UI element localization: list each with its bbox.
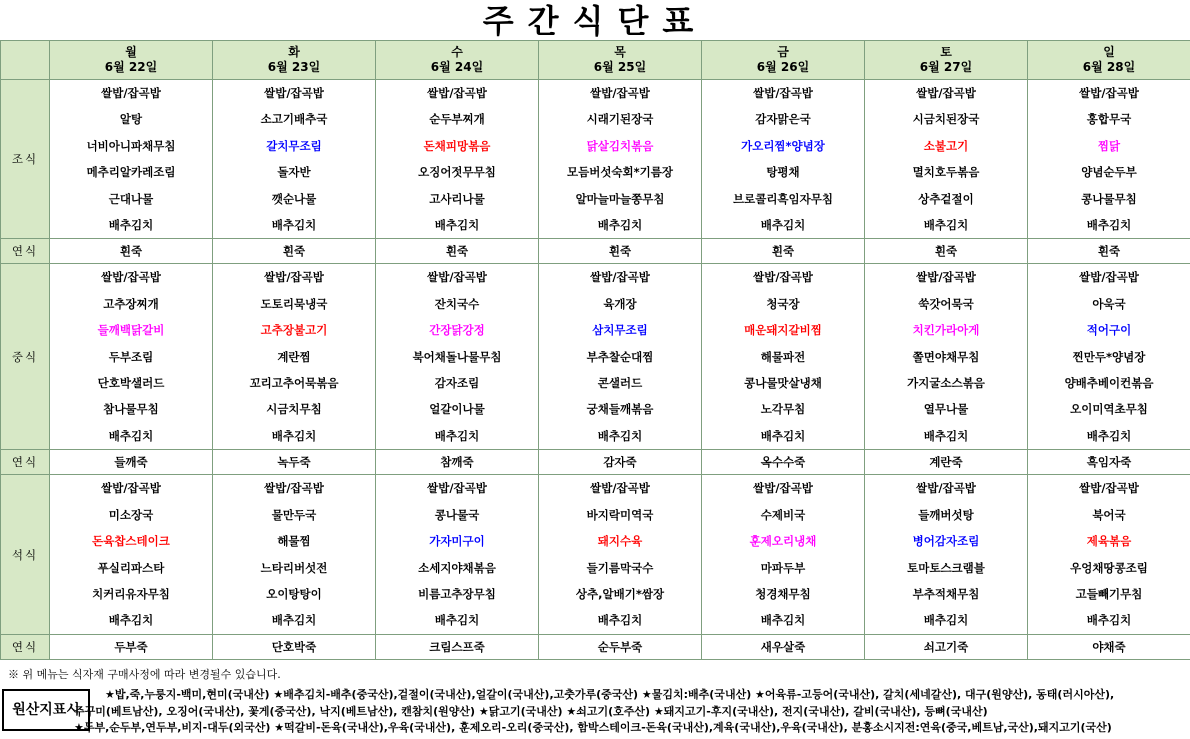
lunch-cell — [213, 264, 376, 450]
menu-item: 쌀밥/잡곡밥 — [264, 270, 324, 285]
menu-item: 북어국 — [1092, 507, 1126, 522]
menu-item: 감자맑은국 — [755, 112, 811, 127]
menu-item: 알탕 — [119, 112, 143, 127]
menu-item: 양배추베이컨볶음 — [1064, 375, 1154, 390]
corner-cell — [1, 41, 50, 80]
day-header: 일 6월 28일 — [1028, 41, 1190, 80]
menu-item: 브로콜리흑임자무침 — [733, 191, 833, 206]
menu-item: 상추,알배기*쌈장 — [575, 586, 665, 601]
menu-item: 갈치무조림 — [266, 138, 322, 153]
lunch-cell — [702, 264, 865, 450]
page-title: 주간식단표 — [482, 2, 708, 40]
menu-item: 쌀밥/잡곡밥 — [590, 270, 650, 285]
menu-item: 오이탕탕이 — [266, 586, 322, 601]
snack2-cell: 계란죽 — [865, 450, 1028, 475]
menu-item: 치커리유자무침 — [92, 586, 170, 601]
menu-item: 쌀밥/잡곡밥 — [264, 86, 324, 100]
snack3-cell: 순두부죽 — [539, 634, 702, 659]
menu-item: 노각무침 — [760, 402, 806, 417]
origin-line-1: ★밥,죽,누룽지-백미,현미(국내산) ★배추김치-배추(중국산),겉절이(국내산),얼갈이(국내산),고춧가루(중국산) ★물김치:배추(국내산) ★어육류-고등어(국내산), 갈치(세네갈산), 대구(원양산), 동태(러시아산), — [105, 688, 1115, 701]
menu-item: 매운돼지갈비찜 — [744, 323, 822, 338]
menu-item: 소고기배추국 — [260, 112, 328, 127]
menu-item: 배추김치 — [271, 613, 317, 628]
snack1-row — [1, 239, 1190, 264]
menu-item: 너비아니파채무침 — [86, 138, 176, 153]
menu-item: 가자미구이 — [429, 534, 485, 549]
dinner-cell — [1028, 475, 1190, 634]
menu-item: 오징어젓무무침 — [418, 165, 496, 180]
menu-item: 들깨백닭갈비 — [97, 323, 165, 338]
menu-item: 아욱국 — [1092, 296, 1126, 311]
menu-item: 궁채들깨볶음 — [586, 402, 654, 417]
menu-item: 해물파전 — [760, 349, 806, 364]
dinner-cell — [702, 475, 865, 634]
notice-text: ※ 위 메뉴는 식자재 구매사정에 따라 변경될수 있습니다. — [8, 668, 281, 681]
menu-item: 얼갈이나물 — [429, 402, 485, 417]
menu-item: 제육볶음 — [1086, 534, 1132, 549]
menu-item: 고추장찌개 — [103, 296, 159, 311]
meal-label-snack3: 연식 — [1, 634, 50, 659]
menu-item: 우엉채땅콩조림 — [1070, 560, 1148, 575]
menu-item: 배추김치 — [1086, 217, 1132, 232]
menu-item: 쌀밥/잡곡밥 — [1079, 270, 1139, 285]
lunch-row — [1, 264, 1190, 450]
lunch-cell — [50, 264, 213, 450]
day-header: 금 6월 26일 — [702, 41, 865, 80]
menu-item: 쌀밥/잡곡밥 — [101, 86, 161, 100]
menu-item: 배추김치 — [923, 613, 969, 628]
menu-item: 토마토스크램블 — [907, 560, 985, 575]
menu-item: 가오리찜*양념장 — [741, 138, 825, 153]
snack1-cell: 흰죽 — [376, 239, 539, 264]
menu-item: 수제비국 — [760, 507, 806, 522]
meal-label-dinner: 석식 — [1, 475, 50, 634]
menu-item: 돈육찹스테이크 — [92, 534, 170, 549]
menu-item: 쌀밥/잡곡밥 — [916, 86, 976, 100]
menu-item: 쌀밥/잡곡밥 — [916, 270, 976, 285]
menu-item: 찐만두*양념장 — [1072, 349, 1146, 364]
menu-item: 홍합무국 — [1086, 112, 1132, 127]
snack1-cell: 흰죽 — [50, 239, 213, 264]
menu-item: 쌀밥/잡곡밥 — [753, 270, 813, 285]
snack2-cell: 들깨죽 — [50, 450, 213, 475]
day-header: 수 6월 24일 — [376, 41, 539, 80]
menu-item: 열무나물 — [923, 402, 969, 417]
menu-item: 쌀밥/잡곡밥 — [753, 481, 813, 496]
dinner-cell — [539, 475, 702, 634]
weekly-menu-table — [0, 40, 1190, 660]
menu-item: 콩나물국 — [434, 507, 480, 522]
menu-item: 두부조림 — [108, 349, 154, 364]
snack2-cell: 흑임자죽 — [1028, 450, 1190, 475]
menu-item: 배추김치 — [271, 217, 317, 232]
menu-item: 바지락미역국 — [586, 507, 654, 522]
menu-item: 배추김치 — [434, 613, 480, 628]
menu-item: 쑥갓어묵국 — [918, 296, 974, 311]
menu-item: 들기름막국수 — [586, 560, 654, 575]
dinner-row — [1, 475, 1190, 634]
menu-item: 콩나물무침 — [1081, 191, 1137, 206]
meal-label-lunch: 중식 — [1, 264, 50, 450]
menu-item: 쌀밥/잡곡밥 — [590, 481, 650, 496]
menu-item: 멸치호두볶음 — [912, 165, 980, 180]
menu-item: 배추김치 — [1086, 613, 1132, 628]
dinner-cell — [376, 475, 539, 634]
menu-item: 배추김치 — [597, 613, 643, 628]
menu-item: 배추김치 — [760, 217, 806, 232]
menu-item: 배추김치 — [597, 217, 643, 232]
breakfast-row — [1, 80, 1190, 239]
menu-item: 배추김치 — [108, 217, 154, 232]
menu-item: 시래기된장국 — [586, 112, 654, 127]
menu-item: 순두부찌개 — [429, 112, 485, 127]
menu-item: 쌀밥/잡곡밥 — [101, 270, 161, 285]
menu-item: 고추장불고기 — [260, 323, 328, 338]
menu-item: 닭살김치볶음 — [586, 138, 654, 153]
menu-item: 배추김치 — [923, 428, 969, 443]
day-header: 목 6월 25일 — [539, 41, 702, 80]
menu-item: 미소장국 — [108, 507, 154, 522]
menu-item: 소불고기 — [923, 138, 969, 153]
menu-item: 훈제오리냉채 — [749, 534, 817, 549]
menu-item: 꼬리고추어묵볶음 — [249, 375, 339, 390]
menu-item: 계란찜 — [277, 349, 311, 364]
menu-item: 부추찰순대찜 — [586, 349, 654, 364]
menu-item: 알마늘마늘쫑무침 — [575, 191, 665, 206]
snack2-cell: 감자죽 — [539, 450, 702, 475]
menu-item: 쌀밥/잡곡밥 — [101, 481, 161, 496]
menu-item: 배추김치 — [271, 428, 317, 443]
snack1-cell: 흰죽 — [865, 239, 1028, 264]
menu-item: 북어채돌나물무침 — [412, 349, 502, 364]
menu-item: 잔치국수 — [434, 296, 480, 311]
menu-item: 배추김치 — [434, 217, 480, 232]
dinner-cell — [50, 475, 213, 634]
menu-item: 단호박샐러드 — [97, 375, 165, 390]
menu-item: 느타리버섯전 — [260, 560, 328, 575]
menu-item: 도토리묵냉국 — [260, 296, 328, 311]
breakfast-cell — [539, 80, 702, 239]
meal-label-breakfast: 조식 — [1, 80, 50, 239]
snack3-cell: 크림스프죽 — [376, 634, 539, 659]
menu-item: 근대나물 — [108, 191, 154, 206]
snack3-cell: 두부죽 — [50, 634, 213, 659]
day-header: 월 6월 22일 — [50, 41, 213, 80]
menu-item: 배추김치 — [1086, 428, 1132, 443]
menu-item: 고들빼기무침 — [1075, 586, 1143, 601]
menu-item: 양념순두부 — [1081, 165, 1137, 180]
menu-item: 돌자반 — [277, 165, 311, 180]
day-header: 화 6월 23일 — [213, 41, 376, 80]
menu-item: 오이미역초무침 — [1070, 402, 1148, 417]
menu-item: 물만두국 — [271, 507, 317, 522]
meal-label-snack1: 연식 — [1, 239, 50, 264]
snack3-cell: 야채죽 — [1028, 634, 1190, 659]
menu-item: 쌀밥/잡곡밥 — [427, 86, 487, 100]
breakfast-cell — [376, 80, 539, 239]
menu-item: 콩나물맛살냉채 — [744, 375, 822, 390]
menu-item: 병어감자조림 — [912, 534, 980, 549]
dinner-cell — [865, 475, 1028, 634]
snack3-cell: 단호박죽 — [213, 634, 376, 659]
meal-label-snack2: 연식 — [1, 450, 50, 475]
dinner-cell — [213, 475, 376, 634]
menu-item: 깻순나물 — [271, 191, 317, 206]
menu-item: 감자조림 — [434, 375, 480, 390]
menu-item: 배추김치 — [108, 428, 154, 443]
menu-item: 부추적채무침 — [912, 586, 980, 601]
breakfast-cell — [1028, 80, 1190, 239]
snack2-row — [1, 450, 1190, 475]
lunch-cell — [1028, 264, 1190, 450]
breakfast-cell — [50, 80, 213, 239]
menu-item: 가지굴소스볶음 — [907, 375, 985, 390]
snack1-cell: 흰죽 — [1028, 239, 1190, 264]
snack3-cell: 쇠고기죽 — [865, 634, 1028, 659]
menu-item: 쌀밥/잡곡밥 — [427, 270, 487, 285]
origin-line-2: 주꾸미(베트남산), 오징어(국내산), 꽃게(중국산), 낙지(베트남산), 캔참치(원양산) ★닭고기(국내산) ★쇠고기(호주산) ★돼지고기-후지(국내산), 전지(국내산), 갈비(국내산), 등뼈(국내산) — [74, 705, 988, 718]
lunch-cell — [376, 264, 539, 450]
menu-item: 콘샐러드 — [597, 375, 643, 390]
menu-item: 배추김치 — [108, 613, 154, 628]
menu-item: 들깨버섯탕 — [918, 507, 974, 522]
menu-item: 배추김치 — [434, 428, 480, 443]
menu-item: 찜닭 — [1097, 138, 1121, 153]
menu-item: 소세지야채볶음 — [418, 560, 496, 575]
menu-item: 메추리알카레조림 — [86, 165, 176, 180]
menu-item: 쌀밥/잡곡밥 — [916, 481, 976, 496]
menu-item: 배추김치 — [923, 217, 969, 232]
menu-item: 시금치된장국 — [912, 112, 980, 127]
day-header-row — [1, 41, 1190, 80]
snack3-cell: 새우살죽 — [702, 634, 865, 659]
menu-item: 쌀밥/잡곡밥 — [1079, 86, 1139, 100]
menu-item: 삼치무조림 — [592, 323, 648, 338]
menu-item: 청경채무침 — [755, 586, 811, 601]
menu-item: 적어구이 — [1086, 323, 1132, 338]
snack1-cell: 흰죽 — [539, 239, 702, 264]
menu-item: 시금치무침 — [266, 402, 322, 417]
menu-item: 참나물무침 — [103, 402, 159, 417]
menu-item: 모듬버섯숙회*기름장 — [567, 165, 673, 180]
menu-item: 쌀밥/잡곡밥 — [1079, 481, 1139, 496]
lunch-cell — [539, 264, 702, 450]
menu-item: 돼지수육 — [597, 534, 643, 549]
snack2-cell: 녹두죽 — [213, 450, 376, 475]
snack2-cell: 참깨죽 — [376, 450, 539, 475]
menu-item: 간장닭강정 — [429, 323, 485, 338]
snack3-row — [1, 634, 1190, 659]
menu-item: 육개장 — [603, 296, 637, 311]
lunch-cell — [865, 264, 1028, 450]
menu-item: 쌀밥/잡곡밥 — [590, 86, 650, 100]
menu-item: 상추겉절이 — [918, 191, 974, 206]
menu-item: 치킨가라아게 — [912, 323, 980, 338]
menu-item: 비름고추장무침 — [418, 586, 496, 601]
menu-item: 배추김치 — [760, 613, 806, 628]
snack1-cell: 흰죽 — [213, 239, 376, 264]
menu-item: 고사리나물 — [429, 191, 485, 206]
menu-item: 돈채피망볶음 — [423, 138, 491, 153]
snack2-cell: 옥수수죽 — [702, 450, 865, 475]
menu-item: 배추김치 — [597, 428, 643, 443]
day-header: 토 6월 27일 — [865, 41, 1028, 80]
menu-item: 쌀밥/잡곡밥 — [264, 481, 324, 496]
origin-label: 원산지표시 — [2, 689, 90, 731]
breakfast-cell — [213, 80, 376, 239]
menu-item: 청국장 — [766, 296, 800, 311]
origin-line-3: ★두부,순두부,연두부,비지-대두(외국산) ★떡갈비-돈육(국내산),우육(국내산), 훈제오리-오리(중국산), 함박스테이크-돈육(국내산),계육(국내산),우육(국내산), 분홍소시지전:연육(중국,베트남,국산),돼지고기(국산) — [74, 721, 1112, 734]
menu-item: 쫄면야채무침 — [912, 349, 980, 364]
menu-item: 마파두부 — [760, 560, 806, 575]
breakfast-cell — [702, 80, 865, 239]
menu-item: 해물찜 — [277, 534, 311, 549]
breakfast-cell — [865, 80, 1028, 239]
menu-item: 탕평채 — [766, 165, 800, 180]
menu-item: 쌀밥/잡곡밥 — [753, 86, 813, 100]
menu-item: 쌀밥/잡곡밥 — [427, 481, 487, 496]
menu-item: 푸실리파스타 — [97, 560, 165, 575]
snack1-cell: 흰죽 — [702, 239, 865, 264]
menu-item: 배추김치 — [760, 428, 806, 443]
